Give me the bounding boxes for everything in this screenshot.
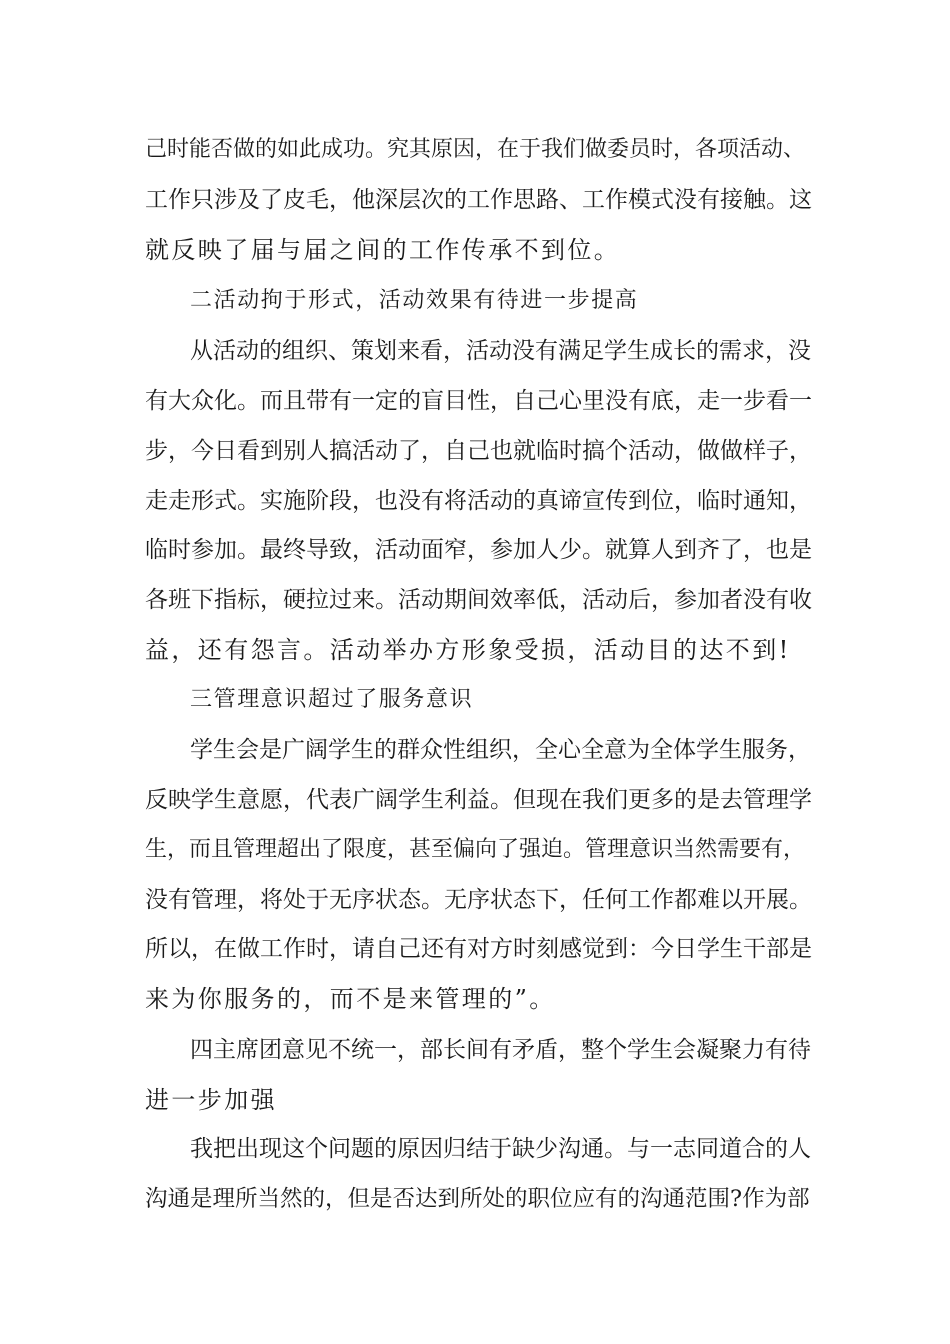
paragraph-line: 反映学生意愿，代表广阔学生利益。但现在我们更多的是去管理学 — [145, 787, 812, 813]
paragraph-line: 来为你服务的，而不是来管理的”。 — [145, 985, 556, 1013]
paragraph-line: 没有管理，将处于无序状态。无序状态下，任何工作都难以开展。 — [145, 887, 812, 913]
paragraph-line: 沟通是理所当然的，但是否达到所处的职位应有的沟通范围?作为部 — [145, 1186, 810, 1212]
section-heading: 四主席团意见不统一，部长间有矛盾，整个学生会凝聚力有待 — [190, 1037, 811, 1063]
paragraph-line: 我把出现这个问题的原因归结于缺少沟通。与一志同道合的人 — [190, 1136, 811, 1162]
paragraph-line: 学生会是广阔学生的群众性组织，全心全意为全体学生服务， — [190, 737, 811, 763]
paragraph-line: 各班下指标，硬拉过来。活动期间效率低，活动后，参加者没有收 — [145, 587, 812, 613]
paragraph-line: 所以，在做工作时，请自己还有对方时刻感觉到：今日学生干部是 — [145, 936, 812, 962]
paragraph-line: 就反映了届与届之间的工作传承不到位。 — [145, 236, 621, 264]
paragraph-line: 己时能否做的如此成功。究其原因，在于我们做委员时，各项活动、 — [145, 137, 806, 162]
paragraph-line: 益，还有怨言。活动举办方形象受损，活动目的达不到! — [145, 636, 791, 664]
section-heading: 二活动拘于形式，活动效果有待进一步提高 — [190, 288, 639, 313]
paragraph-line: 步，今日看到别人搞活动了，自己也就临时搞个活动，做做样子， — [145, 438, 812, 464]
section-heading-continued: 进一步加强 — [145, 1086, 277, 1114]
paragraph-line: 走走形式。实施阶段，也没有将活动的真谛宣传到位，临时通知， — [145, 488, 812, 514]
paragraph-line: 有大众化。而且带有一定的盲目性，自己心里没有底，走一步看一 — [145, 388, 812, 414]
section-heading: 三管理意识超过了服务意识 — [190, 687, 474, 712]
paragraph-line: 从活动的组织、策划来看，活动没有满足学生成长的需求，没 — [190, 338, 811, 364]
paragraph-line: 临时参加。最终导致，活动面窄，参加人少。就算人到齐了，也是 — [145, 537, 812, 563]
paragraph-line: 生，而且管理超出了限度，甚至偏向了强迫。管理意识当然需要有， — [145, 837, 806, 862]
paragraph-line: 工作只涉及了皮毛，他深层次的工作思路、工作模式没有接触。这 — [145, 187, 812, 213]
